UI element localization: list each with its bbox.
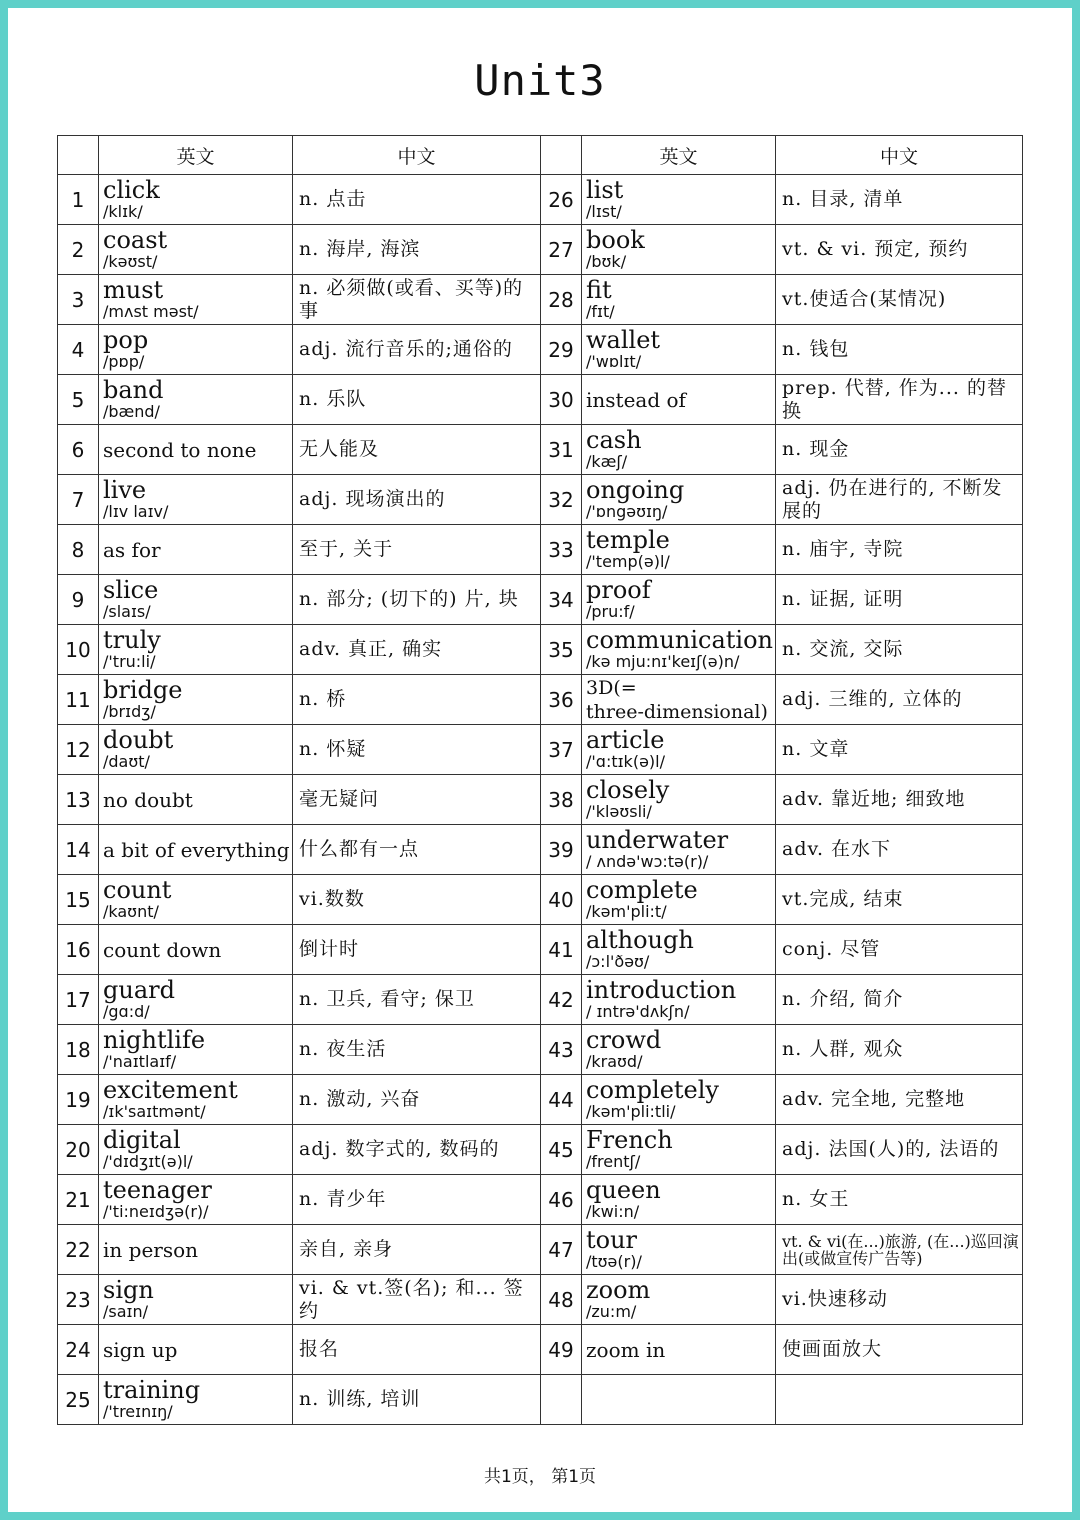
english-phrase: second to none bbox=[103, 437, 257, 462]
phonetic: /'treɪnɪŋ/ bbox=[103, 1401, 173, 1421]
phonetic: /zu:m/ bbox=[586, 1301, 637, 1321]
english-word: 3D(= bbox=[586, 676, 637, 699]
entry-number: 11 bbox=[58, 675, 99, 725]
entry-number: 28 bbox=[541, 275, 582, 325]
phonetic: /bʊk/ bbox=[586, 251, 627, 271]
entry-number: 6 bbox=[58, 425, 99, 475]
english-word: slice bbox=[103, 575, 159, 604]
entry-number: 36 bbox=[541, 675, 582, 725]
english-word: training bbox=[103, 1375, 201, 1404]
phonetic: /kə mju:nɪ'keɪʃ(ə)n/ bbox=[586, 651, 740, 671]
table-row bbox=[58, 1025, 1023, 1075]
chinese-meaning: n. 乐队 bbox=[293, 375, 541, 425]
english-cell bbox=[582, 375, 776, 425]
english-word: ongoing bbox=[586, 475, 685, 504]
header-chinese: 中文 bbox=[293, 136, 541, 175]
entry-number: 38 bbox=[541, 775, 582, 825]
english-cell bbox=[99, 1325, 293, 1375]
english-cell bbox=[99, 325, 293, 375]
phonetic: /fɪt/ bbox=[586, 301, 615, 321]
english-cell bbox=[582, 625, 776, 675]
chinese-meaning: adv. 完全地, 完整地 bbox=[776, 1075, 1023, 1125]
english-word: click bbox=[103, 175, 160, 204]
english-word: completely bbox=[586, 1075, 719, 1104]
chinese-meaning: n. 交流, 交际 bbox=[776, 625, 1023, 675]
chinese-meaning: vi.数数 bbox=[293, 875, 541, 925]
chinese-meaning: 倒计时 bbox=[293, 925, 541, 975]
chinese-meaning: n. 青少年 bbox=[293, 1175, 541, 1225]
entry-number: 20 bbox=[58, 1125, 99, 1175]
english-word: queen bbox=[586, 1175, 661, 1204]
english-word: communication bbox=[586, 625, 773, 654]
english-phrase: a bit of everything bbox=[103, 837, 290, 862]
table-row bbox=[58, 625, 1023, 675]
entry-number: 34 bbox=[541, 575, 582, 625]
english-phrase: sign up bbox=[103, 1337, 178, 1362]
entry-number: 47 bbox=[541, 1225, 582, 1275]
entry-number: 22 bbox=[58, 1225, 99, 1275]
phonetic: /daʊt/ bbox=[103, 751, 150, 771]
phonetic: /'naɪtlaɪf/ bbox=[103, 1051, 177, 1071]
table-row bbox=[58, 1225, 1023, 1275]
english-cell bbox=[99, 1275, 293, 1325]
english-cell bbox=[99, 1125, 293, 1175]
phonetic: /bænd/ bbox=[103, 401, 160, 421]
english-word: guard bbox=[103, 975, 175, 1004]
chinese-meaning: 使画面放大 bbox=[776, 1325, 1023, 1375]
phonetic: /lɪv laɪv/ bbox=[103, 501, 169, 521]
phonetic: /pɒp/ bbox=[103, 351, 145, 371]
entry-number: 18 bbox=[58, 1025, 99, 1075]
chinese-meaning: adj. 流行音乐的;通俗的 bbox=[293, 325, 541, 375]
chinese-meaning: vi.快速移动 bbox=[776, 1275, 1023, 1325]
english-cell bbox=[99, 575, 293, 625]
chinese-meaning: vt.使适合(某情况) bbox=[776, 275, 1023, 325]
entry-number: 45 bbox=[541, 1125, 582, 1175]
chinese-meaning: 亲自, 亲身 bbox=[293, 1225, 541, 1275]
chinese-meaning: n. 庙宇, 寺院 bbox=[776, 525, 1023, 575]
phonetic: / ɪntrə'dʌkʃn/ bbox=[586, 1001, 690, 1021]
entry-number: 12 bbox=[58, 725, 99, 775]
english-cell bbox=[582, 225, 776, 275]
english-cell bbox=[582, 1225, 776, 1275]
chinese-meaning: n. 人群, 观众 bbox=[776, 1025, 1023, 1075]
table-row bbox=[58, 825, 1023, 875]
entry-number: 23 bbox=[58, 1275, 99, 1325]
english-word: closely bbox=[586, 775, 670, 804]
english-cell bbox=[99, 825, 293, 875]
english-cell bbox=[582, 1375, 776, 1425]
chinese-meaning: vt. & vi(在...)旅游, (在...)巡回演出(或做宣传广告等) bbox=[776, 1225, 1023, 1275]
english-word-continued: three-dimensional) bbox=[586, 700, 768, 723]
table-row bbox=[58, 325, 1023, 375]
entry-number: 24 bbox=[58, 1325, 99, 1375]
english-cell bbox=[99, 675, 293, 725]
entry-number: 30 bbox=[541, 375, 582, 425]
chinese-meaning bbox=[776, 1375, 1023, 1425]
table-row bbox=[58, 175, 1023, 225]
english-word: although bbox=[586, 925, 694, 954]
entry-number: 21 bbox=[58, 1175, 99, 1225]
english-word: truly bbox=[103, 625, 161, 654]
english-cell bbox=[99, 375, 293, 425]
chinese-meaning: n. 夜生活 bbox=[293, 1025, 541, 1075]
english-phrase: as for bbox=[103, 537, 161, 562]
table-row bbox=[58, 1275, 1023, 1325]
chinese-meaning: n. 点击 bbox=[293, 175, 541, 225]
entry-number: 43 bbox=[541, 1025, 582, 1075]
table-row bbox=[58, 375, 1023, 425]
phonetic: /mʌst məst/ bbox=[103, 301, 199, 321]
entry-number: 32 bbox=[541, 475, 582, 525]
phonetic: /kəm'pli:tli/ bbox=[586, 1101, 676, 1121]
table-row bbox=[58, 975, 1023, 1025]
table-row bbox=[58, 525, 1023, 575]
entry-number: 4 bbox=[58, 325, 99, 375]
chinese-meaning: n. 证据, 证明 bbox=[776, 575, 1023, 625]
phonetic: /'dɪdʒɪt(ə)l/ bbox=[103, 1151, 193, 1171]
phonetic: /kəm'pli:t/ bbox=[586, 901, 667, 921]
english-cell bbox=[99, 525, 293, 575]
english-cell bbox=[99, 275, 293, 325]
table-row bbox=[58, 1125, 1023, 1175]
chinese-meaning: adj. 三维的, 立体的 bbox=[776, 675, 1023, 725]
english-phrase: in person bbox=[103, 1237, 199, 1262]
table-row bbox=[58, 425, 1023, 475]
english-cell bbox=[99, 1075, 293, 1125]
entry-number: 1 bbox=[58, 175, 99, 225]
chinese-meaning: adj. 数字式的, 数码的 bbox=[293, 1125, 541, 1175]
phonetic: /frentʃ/ bbox=[586, 1151, 641, 1171]
chinese-meaning: n. 部分; (切下的) 片, 块 bbox=[293, 575, 541, 625]
entry-number: 25 bbox=[58, 1375, 99, 1425]
chinese-meaning: adv. 靠近地; 细致地 bbox=[776, 775, 1023, 825]
english-cell bbox=[99, 1375, 293, 1425]
phonetic: /lɪst/ bbox=[586, 201, 622, 221]
entry-number: 14 bbox=[58, 825, 99, 875]
english-word: article bbox=[586, 725, 665, 754]
english-phrase: no doubt bbox=[103, 787, 193, 812]
english-cell bbox=[99, 875, 293, 925]
phonetic: /kraʊd/ bbox=[586, 1051, 643, 1071]
english-word: introduction bbox=[586, 975, 737, 1004]
entry-number: 7 bbox=[58, 475, 99, 525]
english-cell bbox=[582, 175, 776, 225]
table-header-row bbox=[58, 136, 1023, 175]
english-cell bbox=[582, 1125, 776, 1175]
chinese-meaning: 毫无疑问 bbox=[293, 775, 541, 825]
phonetic: /'ɒngəʊɪŋ/ bbox=[586, 501, 668, 521]
english-cell bbox=[582, 525, 776, 575]
table-row bbox=[58, 875, 1023, 925]
chinese-meaning: adj. 仍在进行的, 不断发展的 bbox=[776, 475, 1023, 525]
english-cell bbox=[99, 475, 293, 525]
chinese-meaning: prep. 代替, 作为... 的替换 bbox=[776, 375, 1023, 425]
phonetic: /kwi:n/ bbox=[586, 1201, 640, 1221]
header-number bbox=[541, 136, 582, 175]
chinese-meaning: n. 现金 bbox=[776, 425, 1023, 475]
chinese-meaning: conj. 尽管 bbox=[776, 925, 1023, 975]
english-cell bbox=[99, 1025, 293, 1075]
english-word: must bbox=[103, 275, 164, 304]
chinese-meaning: n. 介绍, 简介 bbox=[776, 975, 1023, 1025]
english-word: nightlife bbox=[103, 1025, 206, 1054]
entry-number: 31 bbox=[541, 425, 582, 475]
chinese-meaning: n. 卫兵, 看守; 保卫 bbox=[293, 975, 541, 1025]
phonetic: /'ɑ:tɪk(ə)l/ bbox=[586, 751, 665, 771]
english-word: live bbox=[103, 475, 147, 504]
entry-number: 37 bbox=[541, 725, 582, 775]
english-phrase: count down bbox=[103, 937, 222, 962]
english-cell bbox=[582, 1275, 776, 1325]
entry-number: 39 bbox=[541, 825, 582, 875]
table-row bbox=[58, 1325, 1023, 1375]
phonetic: /ɔ:l'ðəʊ/ bbox=[586, 951, 650, 971]
english-word: sign bbox=[103, 1275, 154, 1304]
english-cell bbox=[582, 875, 776, 925]
chinese-meaning: 无人能及 bbox=[293, 425, 541, 475]
phonetic: /'temp(ə)l/ bbox=[586, 551, 670, 571]
chinese-meaning: n. 必须做(或看、买等)的事 bbox=[293, 275, 541, 325]
table-row bbox=[58, 1375, 1023, 1425]
english-word: underwater bbox=[586, 825, 729, 854]
chinese-meaning: n. 桥 bbox=[293, 675, 541, 725]
chinese-meaning: n. 训练, 培训 bbox=[293, 1375, 541, 1425]
phonetic: /'wɒlɪt/ bbox=[586, 351, 642, 371]
phonetic: /kaʊnt/ bbox=[103, 901, 159, 921]
entry-number: 19 bbox=[58, 1075, 99, 1125]
chinese-meaning: n. 目录, 清单 bbox=[776, 175, 1023, 225]
english-phrase: instead of bbox=[586, 387, 686, 412]
english-cell bbox=[99, 425, 293, 475]
english-word: proof bbox=[586, 575, 651, 604]
english-word: coast bbox=[103, 225, 168, 254]
chinese-meaning: adj. 现场演出的 bbox=[293, 475, 541, 525]
table-body bbox=[58, 175, 1023, 1425]
phonetic: /slaɪs/ bbox=[103, 601, 151, 621]
phonetic: /tʊə(r)/ bbox=[586, 1251, 642, 1271]
entry-number: 33 bbox=[541, 525, 582, 575]
english-word: cash bbox=[586, 425, 642, 454]
phonetic: /'kləʊsli/ bbox=[586, 801, 652, 821]
english-cell bbox=[99, 225, 293, 275]
entry-number: 46 bbox=[541, 1175, 582, 1225]
header-english: 英文 bbox=[582, 136, 776, 175]
english-cell bbox=[582, 675, 776, 725]
entry-number: 13 bbox=[58, 775, 99, 825]
english-cell bbox=[99, 975, 293, 1025]
chinese-meaning: adj. 法国(人)的, 法语的 bbox=[776, 1125, 1023, 1175]
english-cell bbox=[582, 925, 776, 975]
phonetic: /kæʃ/ bbox=[586, 451, 628, 471]
phonetic: /'ti:neɪdʒə(r)/ bbox=[103, 1201, 209, 1221]
english-word: crowd bbox=[586, 1025, 662, 1054]
entry-number: 44 bbox=[541, 1075, 582, 1125]
english-cell bbox=[582, 275, 776, 325]
chinese-meaning: n. 女王 bbox=[776, 1175, 1023, 1225]
page-footer: 共1页， 第1页 bbox=[483, 1467, 597, 1487]
entry-number: 8 bbox=[58, 525, 99, 575]
english-cell bbox=[582, 575, 776, 625]
phonetic: /pru:f/ bbox=[586, 601, 635, 621]
phonetic: /gɑ:d/ bbox=[103, 1001, 150, 1021]
entry-number: 35 bbox=[541, 625, 582, 675]
english-word: teenager bbox=[103, 1175, 212, 1204]
english-cell bbox=[582, 975, 776, 1025]
phonetic: /saɪn/ bbox=[103, 1301, 149, 1321]
table-row bbox=[58, 275, 1023, 325]
english-word: bridge bbox=[103, 675, 183, 704]
phonetic: /brɪdʒ/ bbox=[103, 701, 156, 721]
english-cell bbox=[582, 325, 776, 375]
table-row bbox=[58, 675, 1023, 725]
phonetic: /kəʊst/ bbox=[103, 251, 158, 271]
entry-number bbox=[541, 1375, 582, 1425]
english-phrase: zoom in bbox=[586, 1337, 666, 1362]
english-word: wallet bbox=[586, 325, 661, 354]
english-cell bbox=[99, 1225, 293, 1275]
english-cell bbox=[582, 725, 776, 775]
english-cell bbox=[582, 1075, 776, 1125]
entry-number: 3 bbox=[58, 275, 99, 325]
english-cell bbox=[582, 475, 776, 525]
entry-number: 2 bbox=[58, 225, 99, 275]
entry-number: 40 bbox=[541, 875, 582, 925]
chinese-meaning: 至于, 关于 bbox=[293, 525, 541, 575]
phonetic: / ʌndə'wɔ:tə(r)/ bbox=[586, 851, 709, 871]
english-word: complete bbox=[586, 875, 698, 904]
entry-number: 49 bbox=[541, 1325, 582, 1375]
entry-number: 17 bbox=[58, 975, 99, 1025]
english-word: list bbox=[586, 175, 624, 204]
table-row bbox=[58, 475, 1023, 525]
english-word: tour bbox=[586, 1225, 638, 1254]
english-cell bbox=[582, 1175, 776, 1225]
header-english: 英文 bbox=[99, 136, 293, 175]
english-word: count bbox=[103, 875, 172, 904]
table-row bbox=[58, 1175, 1023, 1225]
chinese-meaning: vt. & vi. 预定, 预约 bbox=[776, 225, 1023, 275]
english-cell bbox=[99, 625, 293, 675]
english-word: digital bbox=[103, 1125, 181, 1154]
phonetic: /klɪk/ bbox=[103, 201, 143, 221]
entry-number: 15 bbox=[58, 875, 99, 925]
english-word: band bbox=[103, 375, 164, 404]
table-row bbox=[58, 775, 1023, 825]
english-cell bbox=[99, 725, 293, 775]
english-word: excitement bbox=[103, 1075, 238, 1104]
chinese-meaning: 报名 bbox=[293, 1325, 541, 1375]
header-number bbox=[58, 136, 99, 175]
table-row bbox=[58, 575, 1023, 625]
english-cell bbox=[99, 775, 293, 825]
vocabulary-table bbox=[57, 135, 1023, 1425]
english-cell bbox=[582, 425, 776, 475]
english-cell bbox=[582, 775, 776, 825]
entry-number: 5 bbox=[58, 375, 99, 425]
english-word: temple bbox=[586, 525, 670, 554]
english-cell bbox=[582, 1325, 776, 1375]
page-title: Unit3 bbox=[474, 56, 606, 105]
entry-number: 42 bbox=[541, 975, 582, 1025]
entry-number: 29 bbox=[541, 325, 582, 375]
chinese-meaning: vi. & vt.签(名); 和... 签约 bbox=[293, 1275, 541, 1325]
entry-number: 10 bbox=[58, 625, 99, 675]
chinese-meaning: adv. 在水下 bbox=[776, 825, 1023, 875]
english-cell bbox=[582, 825, 776, 875]
english-cell bbox=[99, 925, 293, 975]
chinese-meaning: vt.完成, 结束 bbox=[776, 875, 1023, 925]
table-row bbox=[58, 1075, 1023, 1125]
entry-number: 41 bbox=[541, 925, 582, 975]
phonetic: /ɪk'saɪtmənt/ bbox=[103, 1101, 206, 1121]
english-cell bbox=[582, 1025, 776, 1075]
chinese-meaning: n. 海岸, 海滨 bbox=[293, 225, 541, 275]
english-word: zoom bbox=[586, 1275, 651, 1304]
entry-number: 16 bbox=[58, 925, 99, 975]
chinese-meaning: n. 钱包 bbox=[776, 325, 1023, 375]
english-word: doubt bbox=[103, 725, 174, 754]
entry-number: 27 bbox=[541, 225, 582, 275]
english-cell bbox=[99, 1175, 293, 1225]
chinese-meaning: adv. 真正, 确实 bbox=[293, 625, 541, 675]
english-word: French bbox=[586, 1125, 673, 1154]
chinese-meaning: n. 怀疑 bbox=[293, 725, 541, 775]
english-word: book bbox=[586, 225, 645, 254]
table-row bbox=[58, 725, 1023, 775]
table-row bbox=[58, 925, 1023, 975]
english-cell bbox=[99, 175, 293, 225]
chinese-meaning: n. 激动, 兴奋 bbox=[293, 1075, 541, 1125]
entry-number: 9 bbox=[58, 575, 99, 625]
phonetic: /'tru:li/ bbox=[103, 651, 156, 671]
header-chinese: 中文 bbox=[776, 136, 1023, 175]
english-word: fit bbox=[586, 275, 612, 304]
entry-number: 48 bbox=[541, 1275, 582, 1325]
chinese-meaning: 什么都有一点 bbox=[293, 825, 541, 875]
chinese-meaning: n. 文章 bbox=[776, 725, 1023, 775]
english-word: pop bbox=[103, 325, 149, 354]
table-row bbox=[58, 225, 1023, 275]
entry-number: 26 bbox=[541, 175, 582, 225]
